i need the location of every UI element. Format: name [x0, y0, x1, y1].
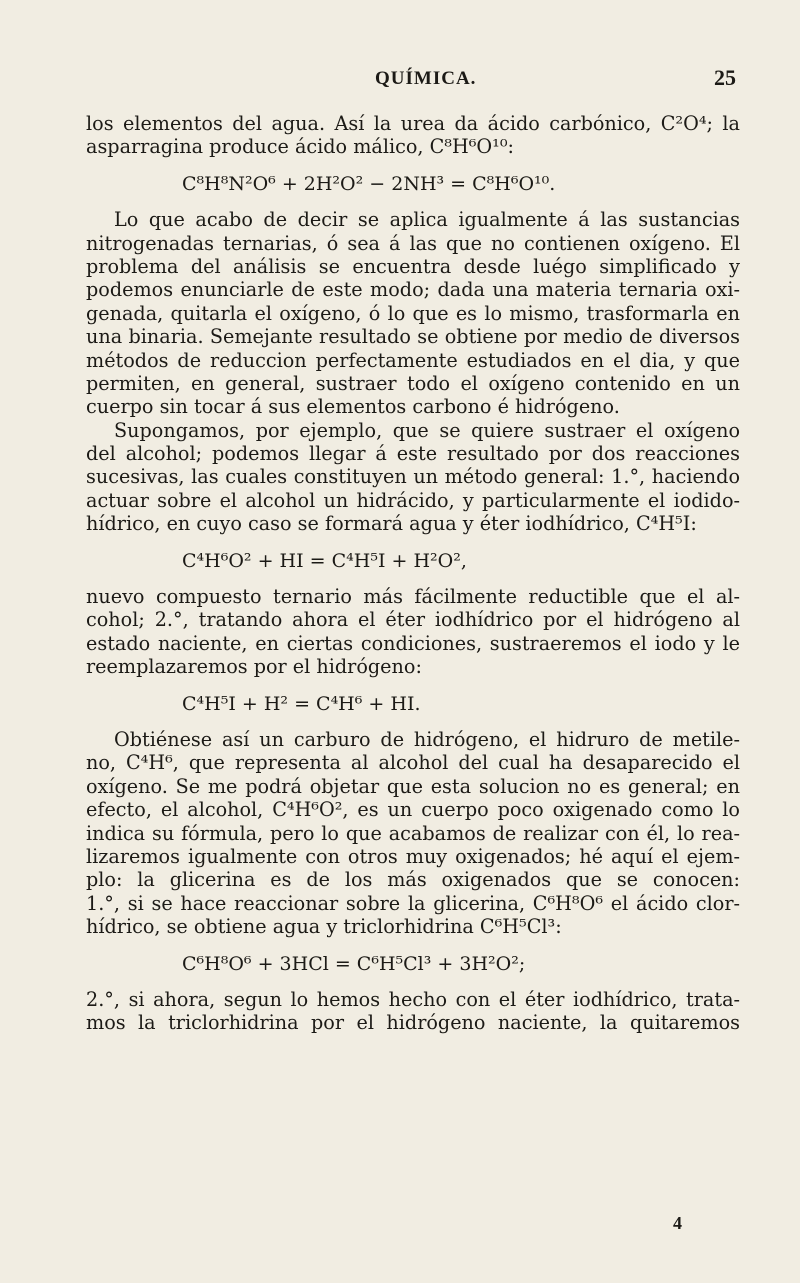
- text-line: sucesivas, las cuales constituyen un método general: 1.°, haciendo: [86, 465, 740, 489]
- text-line: 1.°, si se hace reaccionar sobre la glicerina, C⁶H⁸O⁶ el ácido clor-: [86, 891, 740, 915]
- text-line: del alcohol; podemos llegar á este resultado por dos reacciones: [86, 442, 740, 466]
- text-line: podemos enunciarle de este modo; dada una materia ternaria oxi-: [86, 278, 740, 302]
- text-line: permiten, en general, sustraer todo el oxígeno contenido en un: [86, 371, 740, 395]
- text-line: indica su fórmula, pero lo que acabamos de realizar con él, lo rea-: [86, 821, 740, 845]
- text-line: nuevo compuesto ternario más fácilmente reductible que el al-: [86, 585, 740, 609]
- text-line: plo: la glicerina es de los más oxigenados que se conocen:: [86, 868, 740, 892]
- text-line: nitrogenadas ternarias, ó sea á las que no contienen oxígeno. El: [86, 231, 740, 255]
- text-line: hídrico, en cuyo caso se formará agua y éter iodhídrico, C⁴H⁵I:: [86, 512, 697, 536]
- text-line: oxígeno. Se me podrá objetar que esta solucion no es general; en: [86, 774, 740, 798]
- page-header: [0, 65, 800, 98]
- text-line: una binaria. Semejante resultado se obtiene por medio de diversos: [86, 325, 740, 349]
- text-line: no, C⁴H⁶, que representa al alcohol del cual ha desaparecido el: [86, 751, 740, 775]
- formula-line: C⁴H⁵I + H² = C⁴H⁶ + HI.: [182, 692, 421, 715]
- running-head: QUÍMICA.: [375, 68, 477, 89]
- formula-line: C⁶H⁸O⁶ + 3HCl = C⁶H⁵Cl³ + 3H²O²;: [182, 952, 526, 975]
- text-line: cuerpo sin tocar á sus elementos carbono é hidrógeno.: [86, 395, 620, 419]
- text-line: asparragina produce ácido málico, C⁸H⁶O¹⁰:: [86, 135, 514, 159]
- paragraph-first-line: Obtiénese así un carburo de hidrógeno, el hidruro de metile-: [114, 727, 740, 751]
- body-text: [86, 112, 740, 1035]
- paragraph-first-line: Lo que acabo de decir se aplica igualmente á las sustancias: [114, 208, 740, 232]
- paragraph-first-line: Supongamos, por ejemplo, que se quiere sustraer el oxígeno: [114, 418, 740, 442]
- text-line: los elementos del agua. Así la urea da ácido carbónico, C²O⁴; la: [86, 112, 740, 135]
- text-line: efecto, el alcohol, C⁴H⁶O², es un cuerpo poco oxigenado como lo: [86, 798, 740, 822]
- formula-line: C⁸H⁸N²O⁶ + 2H²O² − 2NH³ = C⁸H⁶O¹⁰.: [182, 172, 556, 195]
- text-line: lizaremos igualmente con otros muy oxigenados; hé aquí el ejem-: [86, 844, 740, 868]
- page-number: 25: [714, 65, 736, 90]
- formula-line: C⁴H⁶O² + HI = C⁴H⁵I + H²O²,: [182, 549, 467, 572]
- text-line: mos la triclorhidrina por el hidrógeno naciente, la quitaremos: [86, 1011, 740, 1035]
- text-line: reemplazaremos por el hidrógeno:: [86, 655, 422, 679]
- text-line: problema del análisis se encuentra desde luégo simplificado y: [86, 254, 740, 278]
- text-line: cohol; 2.°, tratando ahora el éter iodhídrico por el hidrógeno al: [86, 608, 740, 632]
- text-line: 2.°, si ahora, segun lo hemos hecho con el éter iodhídrico, trata-: [86, 987, 740, 1011]
- signature-mark: 4: [673, 1213, 682, 1233]
- text-line: actuar sobre el alcohol un hidrácido, y particularmente el iodido-: [86, 488, 740, 512]
- text-line: estado naciente, en ciertas condiciones, sustraeremos el iodo y le: [86, 631, 740, 655]
- text-line: genada, quitarla el oxígeno, ó lo que es lo mismo, trasformarla en: [86, 301, 740, 325]
- text-line: hídrico, se obtiene agua y triclorhidrina C⁶H⁵Cl³:: [86, 915, 562, 939]
- text-line: métodos de reduccion perfectamente estudiados en el dia, y que: [86, 348, 740, 372]
